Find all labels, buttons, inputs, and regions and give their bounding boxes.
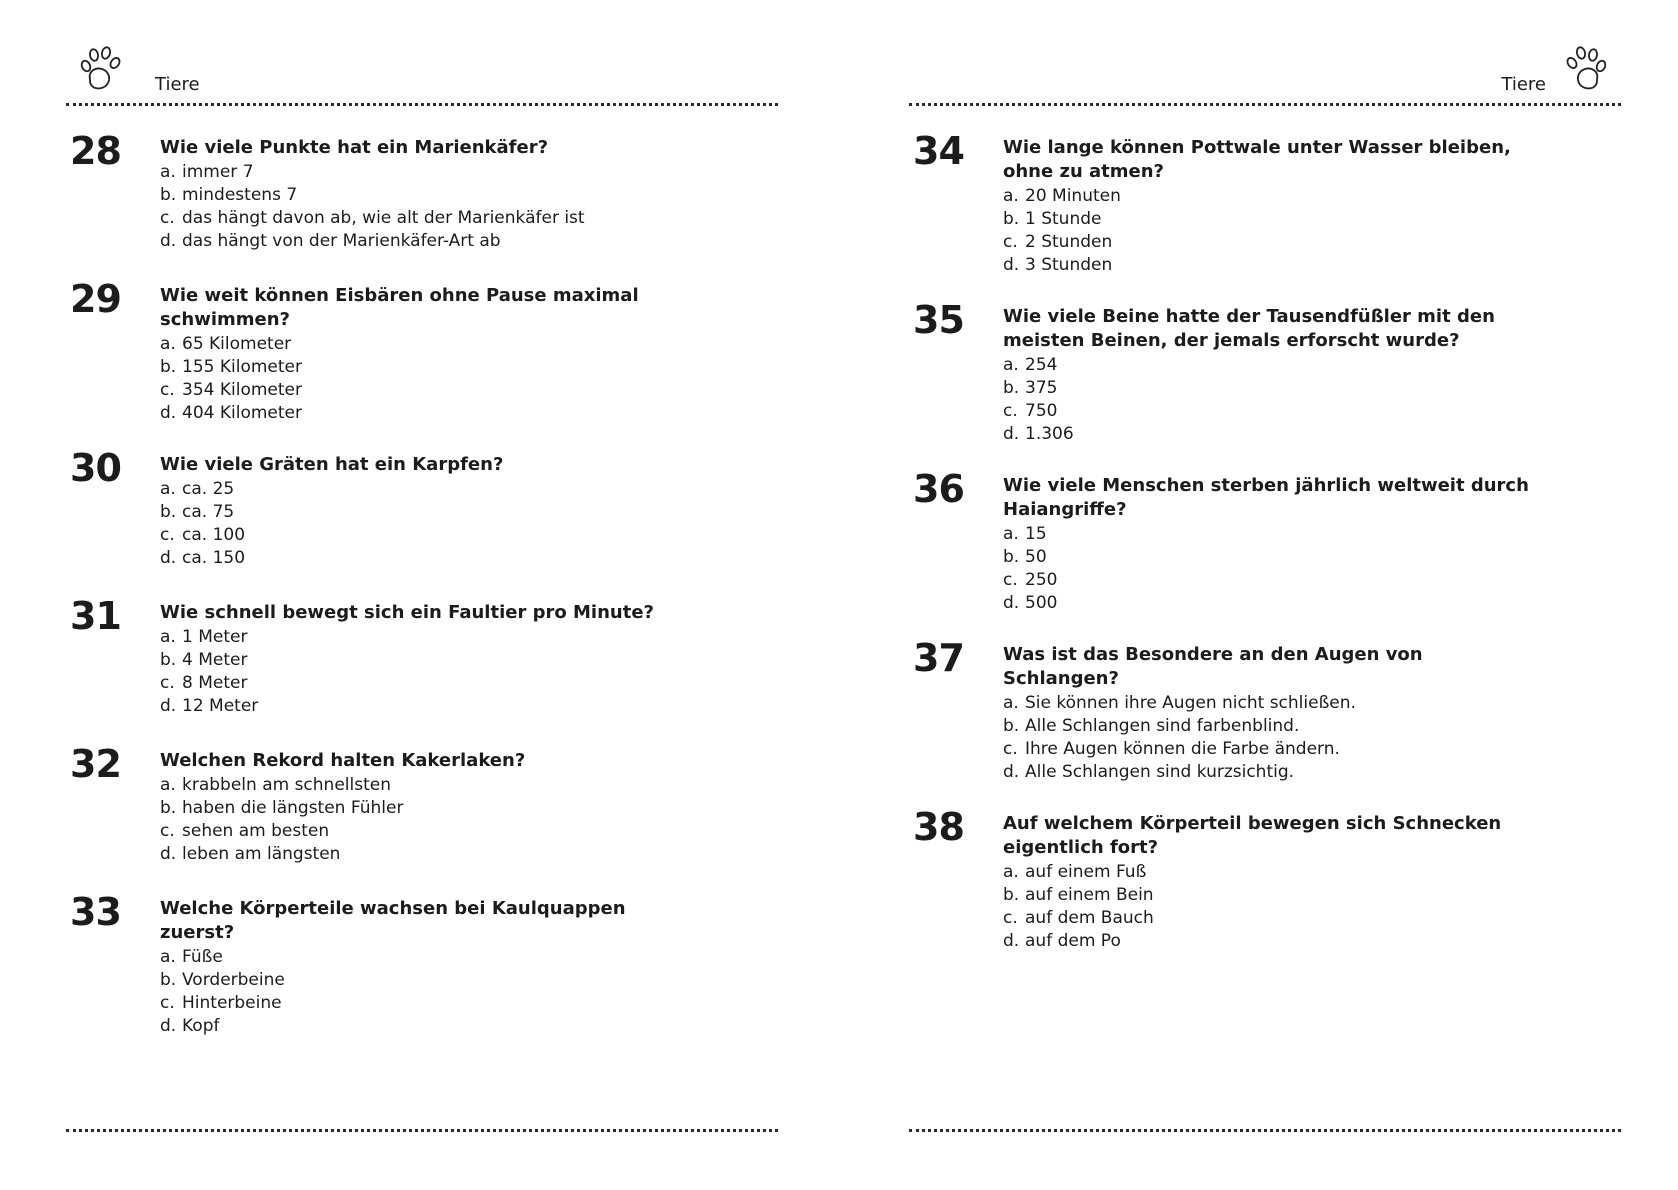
answer-text: mindestens 7 — [182, 185, 298, 205]
bottom-dotted-divider — [909, 1129, 1621, 1132]
answer-text: Hinterbeine — [182, 993, 282, 1013]
answer-letter: c. — [160, 821, 175, 841]
answer-letter: a. — [1003, 355, 1019, 375]
answer-text: 12 Meter — [182, 696, 259, 716]
answer-text: 500 — [1025, 593, 1058, 613]
answer-text: das hängt davon ab, wie alt der Marienkäfer ist — [182, 208, 585, 228]
answer-option — [1003, 523, 1533, 546]
answer-text: 65 Kilometer — [182, 334, 292, 354]
answer-text: 8 Meter — [182, 673, 248, 693]
question-number: 30 — [70, 446, 121, 490]
question-text: Welche Körperteile wachsen bei Kaulquappen zuerst? — [160, 898, 626, 943]
question-number: 29 — [70, 277, 121, 321]
answer-text: auf einem Fuß — [1025, 862, 1147, 882]
page-header — [909, 40, 1621, 106]
answer-text: 750 — [1025, 401, 1058, 421]
bottom-dotted-divider — [66, 1129, 778, 1132]
answer-text: ca. 75 — [182, 502, 235, 522]
question-block — [913, 805, 1533, 953]
answer-text: 20 Minuten — [1025, 186, 1121, 206]
answer-option — [1003, 423, 1533, 446]
question-text: Wie lange können Pottwale unter Wasser bleiben, ohne zu atmen? — [1003, 137, 1511, 182]
answer-option — [160, 992, 690, 1015]
answer-letter: c. — [1003, 739, 1018, 759]
answer-option — [160, 649, 690, 672]
answer-letter: b. — [160, 502, 177, 522]
answer-option — [160, 356, 690, 379]
answer-option — [1003, 254, 1533, 277]
answer-list — [160, 946, 690, 1038]
answer-letter: a. — [160, 627, 176, 647]
answer-text: 155 Kilometer — [182, 357, 302, 377]
answer-option — [160, 478, 690, 501]
question-number: 31 — [70, 594, 121, 638]
answer-list — [160, 161, 690, 253]
answer-option — [1003, 231, 1533, 254]
answer-text: Alle Schlangen sind kurzsichtig. — [1025, 762, 1295, 782]
answer-option — [160, 843, 690, 866]
answer-option — [1003, 907, 1533, 930]
answer-letter: c. — [1003, 908, 1018, 928]
answer-letter: c. — [160, 525, 175, 545]
answer-letter: c. — [160, 993, 175, 1013]
question-block — [913, 129, 1533, 277]
answer-option — [1003, 208, 1533, 231]
question-number: 28 — [70, 129, 121, 173]
answer-text: 1.306 — [1025, 424, 1074, 444]
answer-option — [1003, 546, 1533, 569]
answer-option — [1003, 354, 1533, 377]
answer-option — [1003, 930, 1533, 953]
answer-letter: b. — [1003, 716, 1020, 736]
question-text: Auf welchem Körperteil bewegen sich Schnecken eigentlich fort? — [1003, 813, 1502, 858]
question-number: 37 — [913, 636, 964, 680]
answer-text: immer 7 — [182, 162, 254, 182]
answer-letter: b. — [1003, 209, 1020, 229]
question-text: Wie viele Gräten hat ein Karpfen? — [160, 454, 504, 475]
answer-letter: b. — [1003, 885, 1020, 905]
answer-list — [1003, 861, 1533, 953]
answer-option — [160, 969, 690, 992]
question-text: Wie schnell bewegt sich ein Faultier pro Minute? — [160, 602, 654, 623]
page-header — [66, 40, 778, 106]
answer-letter: a. — [1003, 186, 1019, 206]
answer-letter: a. — [160, 334, 176, 354]
top-dotted-divider — [66, 103, 778, 106]
answer-letter: a. — [160, 775, 176, 795]
answer-text: 1 Stunde — [1025, 209, 1102, 229]
answer-text: sehen am besten — [182, 821, 330, 841]
question-block — [70, 890, 690, 1038]
question-list — [913, 129, 1533, 981]
answer-letter: c. — [160, 673, 175, 693]
answer-option — [1003, 377, 1533, 400]
answer-list — [1003, 523, 1533, 615]
question-text: Was ist das Besondere an den Augen von Schlangen? — [1003, 644, 1423, 689]
question-number: 38 — [913, 805, 964, 849]
answer-option — [160, 379, 690, 402]
answer-letter: c. — [160, 380, 175, 400]
paw-print-icon — [1557, 43, 1609, 95]
answer-option — [160, 161, 690, 184]
answer-option — [160, 230, 690, 253]
answer-option — [160, 1015, 690, 1038]
answer-option — [160, 501, 690, 524]
answer-option — [160, 184, 690, 207]
answer-letter: d. — [1003, 931, 1020, 951]
answer-letter: d. — [160, 696, 177, 716]
answer-letter: d. — [160, 548, 177, 568]
left-page — [0, 0, 780, 1190]
answer-letter: d. — [160, 403, 177, 423]
paw-print-icon — [78, 43, 130, 95]
question-number: 36 — [913, 467, 964, 511]
answer-letter: a. — [1003, 693, 1019, 713]
answer-text: 50 — [1025, 547, 1047, 567]
answer-letter: a. — [160, 479, 176, 499]
answer-text: 1 Meter — [182, 627, 248, 647]
answer-option — [160, 946, 690, 969]
answer-option — [1003, 884, 1533, 907]
question-number: 35 — [913, 298, 964, 342]
answer-option — [1003, 569, 1533, 592]
answer-text: krabbeln am schnellsten — [182, 775, 391, 795]
answer-text: Kopf — [182, 1016, 220, 1036]
answer-letter: c. — [1003, 401, 1018, 421]
question-number: 32 — [70, 742, 121, 786]
answer-letter: d. — [1003, 762, 1020, 782]
answer-text: ca. 150 — [182, 548, 246, 568]
answer-text: Füße — [182, 947, 223, 967]
answer-text: 4 Meter — [182, 650, 248, 670]
answer-letter: d. — [1003, 424, 1020, 444]
answer-option — [1003, 592, 1533, 615]
answer-option — [1003, 861, 1533, 884]
answer-letter: a. — [160, 947, 176, 967]
answer-letter: b. — [1003, 547, 1020, 567]
answer-letter: b. — [160, 798, 177, 818]
answer-letter: a. — [1003, 862, 1019, 882]
answer-option — [1003, 738, 1533, 761]
answer-option — [160, 797, 690, 820]
answer-list — [160, 333, 690, 425]
answer-option — [1003, 400, 1533, 423]
answer-letter: c. — [1003, 232, 1018, 252]
answer-letter: d. — [160, 1016, 177, 1036]
answer-option — [160, 207, 690, 230]
answer-letter: a. — [160, 162, 176, 182]
question-block — [70, 742, 690, 869]
answer-option — [160, 626, 690, 649]
answer-text: leben am längsten — [182, 844, 341, 864]
answer-text: Ihre Augen können die Farbe ändern. — [1025, 739, 1340, 759]
answer-letter: b. — [160, 357, 177, 377]
answer-text: 254 — [1025, 355, 1058, 375]
answer-letter: c. — [160, 208, 175, 228]
answer-option — [1003, 761, 1533, 784]
answer-letter: d. — [1003, 255, 1020, 275]
answer-option — [1003, 185, 1533, 208]
question-block — [913, 467, 1533, 615]
answer-option — [1003, 715, 1533, 738]
answer-option — [160, 820, 690, 843]
answer-letter: d. — [160, 231, 177, 251]
question-text: Welchen Rekord halten Kakerlaken? — [160, 750, 526, 771]
answer-option — [160, 672, 690, 695]
answer-letter: b. — [160, 185, 177, 205]
answer-letter: b. — [160, 970, 177, 990]
answer-text: auf dem Bauch — [1025, 908, 1154, 928]
answer-text: auf dem Po — [1025, 931, 1121, 951]
answer-list — [1003, 354, 1533, 446]
top-dotted-divider — [909, 103, 1621, 106]
answer-text: 375 — [1025, 378, 1058, 398]
answer-text: Alle Schlangen sind farbenblind. — [1025, 716, 1300, 736]
answer-text: ca. 25 — [182, 479, 235, 499]
section-title: Tiere — [155, 74, 200, 95]
answer-text: Vorderbeine — [182, 970, 285, 990]
answer-option — [160, 402, 690, 425]
question-text: Wie weit können Eisbären ohne Pause maximal schwimmen? — [160, 285, 639, 330]
answer-letter: d. — [1003, 593, 1020, 613]
answer-letter: b. — [1003, 378, 1020, 398]
answer-option — [160, 547, 690, 570]
question-block — [70, 446, 690, 573]
question-block — [70, 129, 690, 256]
question-block — [913, 636, 1533, 784]
answer-list — [160, 478, 690, 570]
answer-text: ca. 100 — [182, 525, 246, 545]
answer-text: haben die längsten Fühler — [182, 798, 404, 818]
answer-text: 354 Kilometer — [182, 380, 302, 400]
question-number: 34 — [913, 129, 964, 173]
question-text: Wie viele Menschen sterben jährlich weltweit durch Haiangriffe? — [1003, 475, 1529, 520]
question-text: Wie viele Beine hatte der Tausendfüßler mit den meisten Beinen, der jemals erforscht wurde? — [1003, 306, 1495, 351]
answer-letter: c. — [1003, 570, 1018, 590]
answer-list — [1003, 692, 1533, 784]
answer-text: 15 — [1025, 524, 1047, 544]
question-list — [70, 129, 690, 1066]
question-text: Wie viele Punkte hat ein Marienkäfer? — [160, 137, 549, 158]
answer-option — [160, 695, 690, 718]
section-title: Tiere — [1501, 74, 1546, 95]
answer-list — [1003, 185, 1533, 277]
answer-text: 3 Stunden — [1025, 255, 1113, 275]
answer-list — [160, 774, 690, 866]
answer-option — [1003, 692, 1533, 715]
question-number: 33 — [70, 890, 121, 934]
answer-letter: b. — [160, 650, 177, 670]
right-page — [839, 0, 1619, 1190]
question-block — [913, 298, 1533, 446]
answer-text: Sie können ihre Augen nicht schließen. — [1025, 693, 1356, 713]
answer-option — [160, 524, 690, 547]
question-block — [70, 277, 690, 425]
answer-list — [160, 626, 690, 718]
answer-option — [160, 333, 690, 356]
answer-text: 250 — [1025, 570, 1058, 590]
answer-letter: a. — [1003, 524, 1019, 544]
answer-text: 404 Kilometer — [182, 403, 302, 423]
question-block — [70, 594, 690, 721]
answer-letter: d. — [160, 844, 177, 864]
answer-text: das hängt von der Marienkäfer-Art ab — [182, 231, 501, 251]
answer-text: 2 Stunden — [1025, 232, 1113, 252]
answer-option — [160, 774, 690, 797]
answer-text: auf einem Bein — [1025, 885, 1154, 905]
